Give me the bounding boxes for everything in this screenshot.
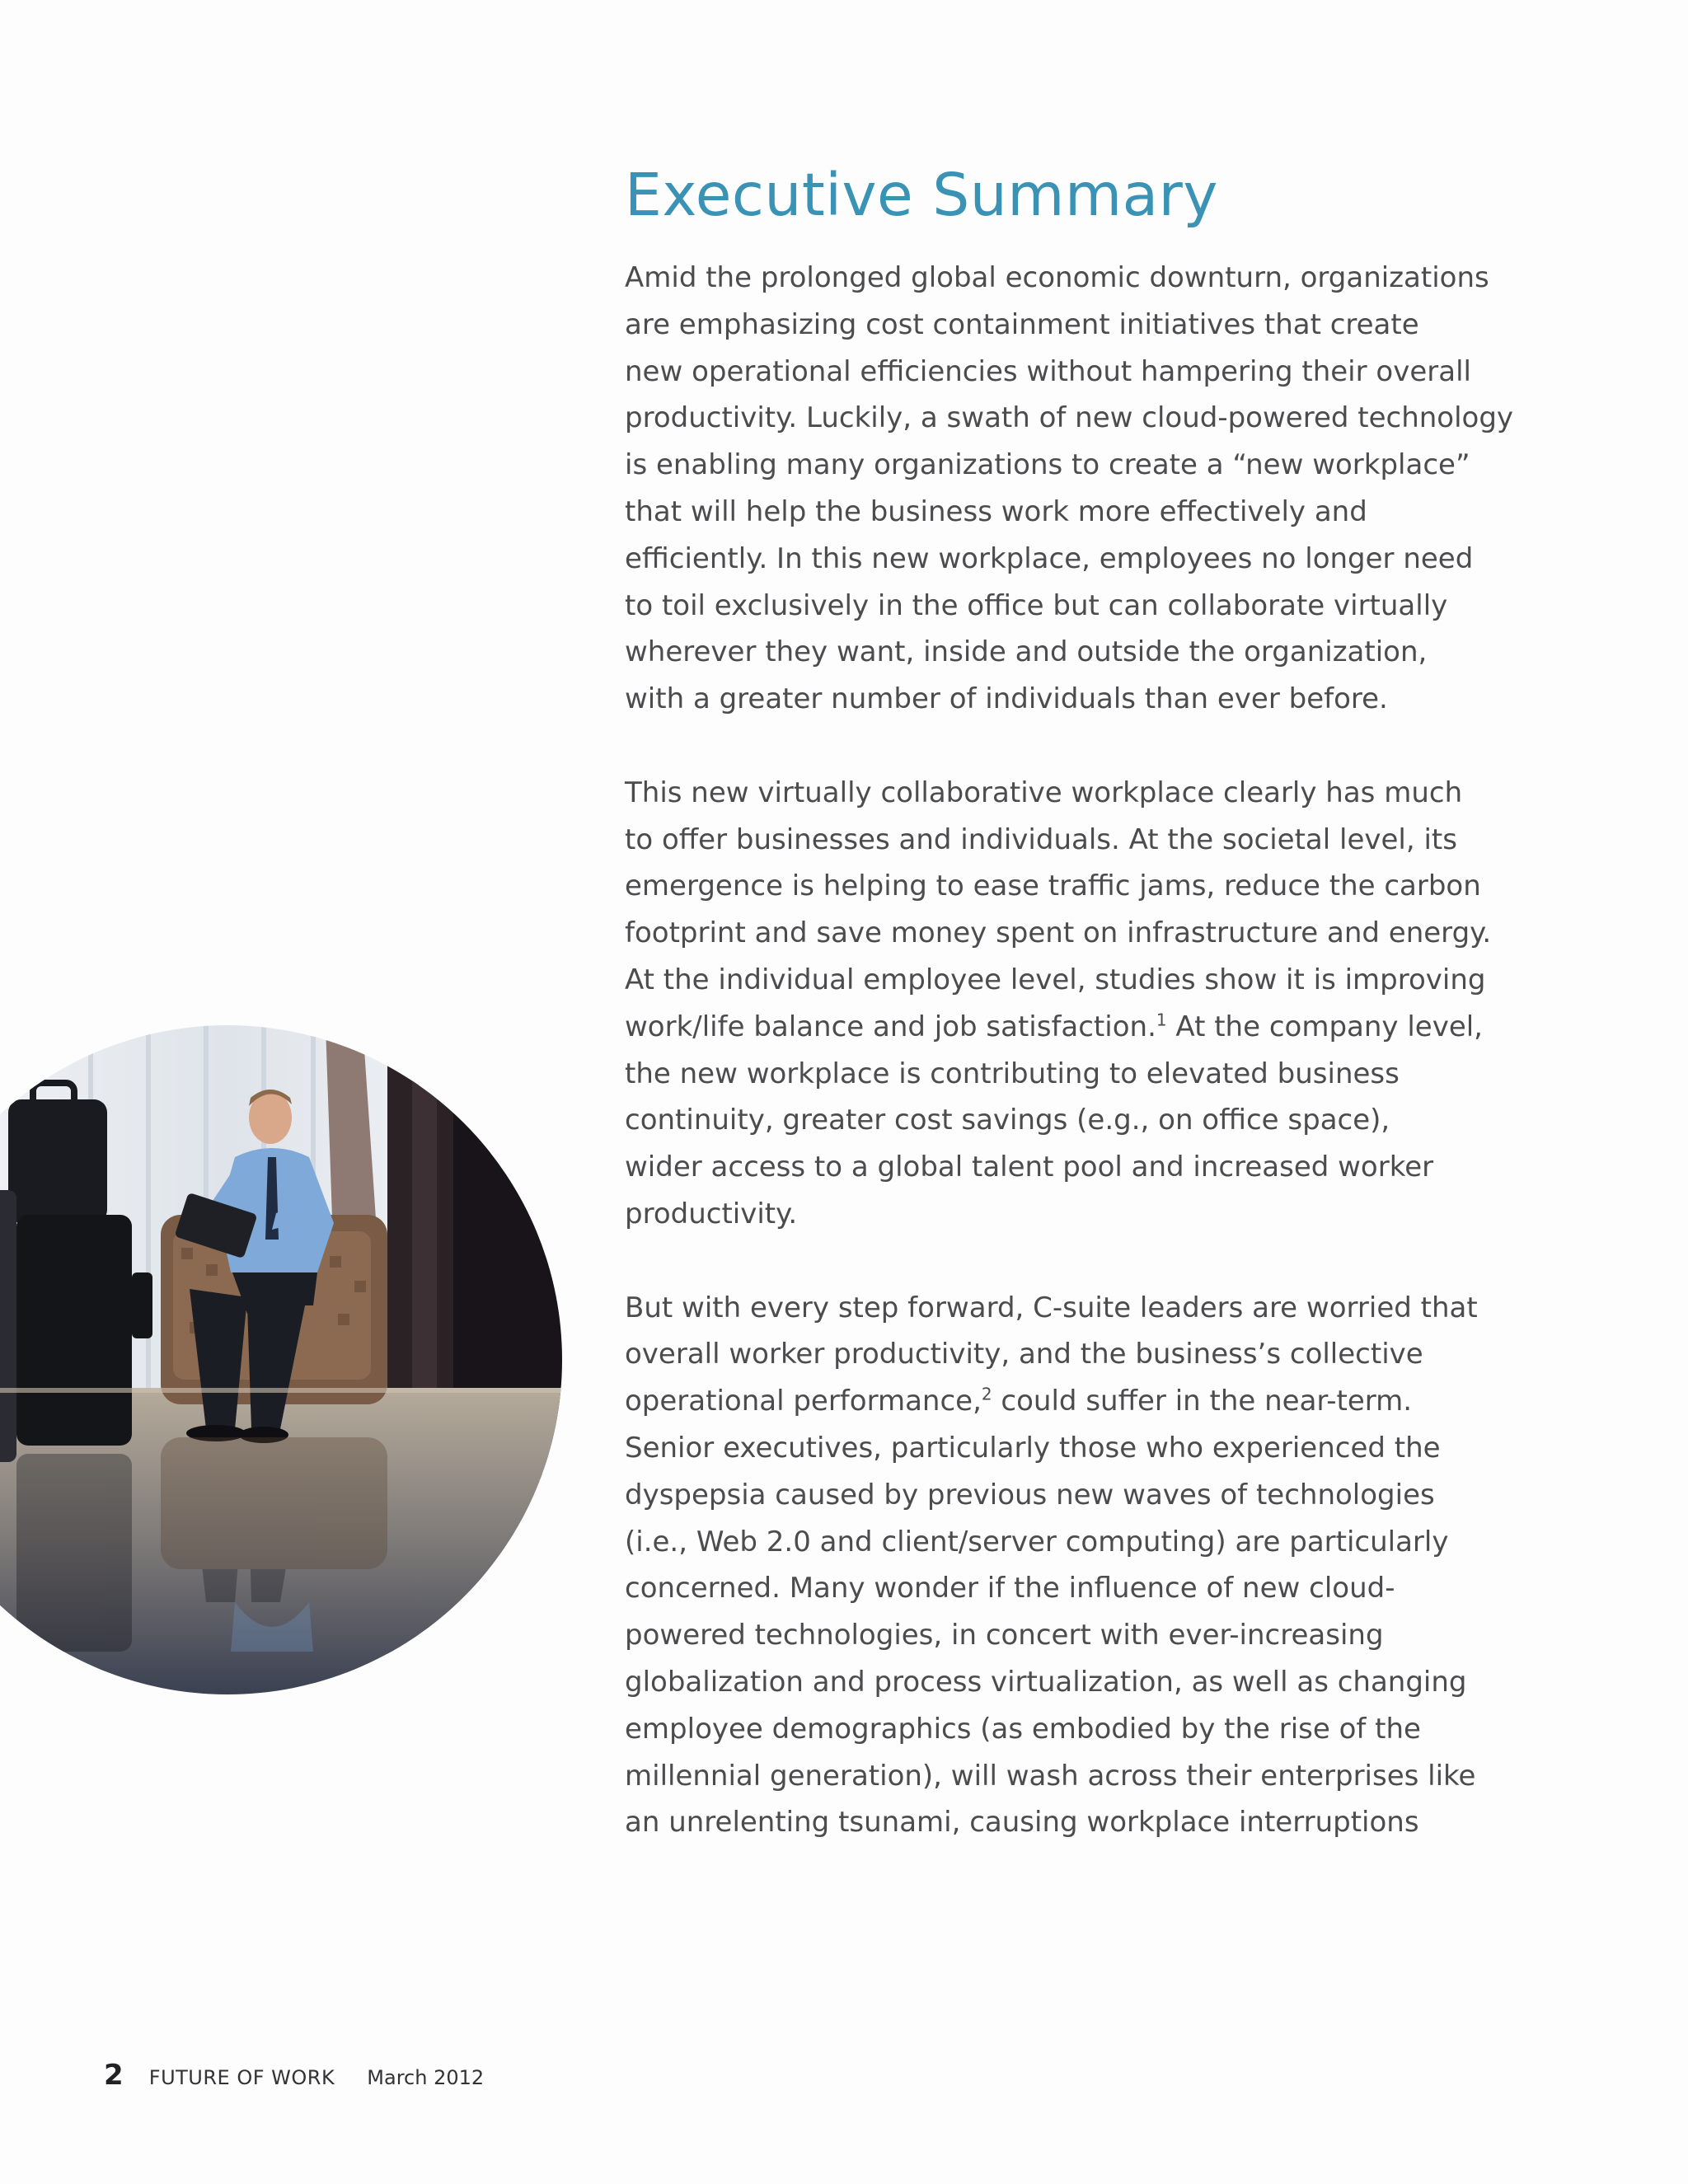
text-line: emergence is helping to ease traffic jams, reduce the carbon bbox=[625, 869, 1481, 903]
text-line: to toil exclusively in the office but can collaborate virtually bbox=[625, 588, 1448, 622]
text-line: continuity, greater cost savings (e.g., on office space), bbox=[625, 1104, 1390, 1137]
text-segment: At the company level, bbox=[1166, 1010, 1483, 1043]
text-line-with-footnote bbox=[625, 1378, 1548, 1425]
footnote-marker[interactable]: 2 bbox=[981, 1384, 992, 1404]
text-line: globalization and process virtualization, as well as changing bbox=[625, 1665, 1467, 1699]
page-number: 2 bbox=[104, 2059, 124, 2092]
text-line: footprint and save money spent on infrastructure and energy. bbox=[625, 916, 1492, 950]
paragraph-1 bbox=[625, 255, 1548, 723]
text-line: with a greater number of individuals than ever before. bbox=[625, 682, 1388, 716]
text-line: But with every step forward, C-suite leaders are worried that bbox=[625, 1291, 1478, 1324]
body-text bbox=[625, 255, 1548, 1893]
text-line: concerned. Many wonder if the influence of new cloud- bbox=[625, 1572, 1395, 1605]
text-line: millennial generation), will wash across their enterprises like bbox=[625, 1759, 1476, 1793]
text-line: efficiently. In this new workplace, employees no longer need bbox=[625, 541, 1474, 575]
text-line: productivity. Luckily, a swath of new cloud-powered technology bbox=[625, 401, 1514, 435]
text-segment: work/life balance and job satisfaction. bbox=[625, 1010, 1156, 1043]
text-line: (i.e., Web 2.0 and client/server computing) are particularly bbox=[625, 1525, 1449, 1558]
text-line: new operational efficiencies without hampering their overall bbox=[625, 354, 1471, 388]
text-line: to offer businesses and individuals. At the societal level, its bbox=[625, 823, 1457, 856]
text-line: the new workplace is contributing to elevated business bbox=[625, 1057, 1400, 1090]
text-line: At the individual employee level, studies show it is improving bbox=[625, 963, 1486, 996]
text-line: wider access to a global talent pool and increased worker bbox=[625, 1151, 1434, 1184]
text-line: are emphasizing cost containment initiatives that create bbox=[625, 307, 1419, 341]
text-line: is enabling many organizations to create a “new workplace” bbox=[625, 448, 1470, 482]
publication-name: FUTURE OF WORK bbox=[148, 2066, 335, 2089]
paragraph-2 bbox=[625, 770, 1548, 1238]
text-line: Senior executives, particularly those who experienced the bbox=[625, 1431, 1441, 1465]
text-line: Amid the prolonged global economic downturn, organizations bbox=[625, 261, 1489, 294]
footnote-marker[interactable]: 1 bbox=[1156, 1010, 1167, 1030]
page-footer bbox=[104, 2059, 484, 2092]
text-line: This new virtually collaborative workplace clearly has much bbox=[625, 776, 1463, 809]
text-line-with-footnote bbox=[625, 1004, 1548, 1051]
text-line: an unrelenting tsunami, causing workplace interruptions bbox=[625, 1806, 1419, 1840]
section-title: Executive Summary bbox=[625, 161, 1218, 229]
text-line: overall worker productivity, and the business’s collective bbox=[625, 1338, 1423, 1371]
text-line: wherever they want, inside and outside the organization, bbox=[625, 635, 1428, 669]
text-segment: could suffer in the near-term. bbox=[992, 1385, 1413, 1418]
business-traveler-photo-icon bbox=[0, 1025, 567, 1694]
text-segment: operational performance, bbox=[625, 1385, 982, 1418]
text-line: powered technologies, in concert with ever-increasing bbox=[625, 1619, 1384, 1652]
text-line: employee demographics (as embodied by the rise of the bbox=[625, 1712, 1421, 1746]
publication-date: March 2012 bbox=[367, 2066, 485, 2089]
text-line: that will help the business work more effectively and bbox=[625, 494, 1367, 528]
text-line: productivity. bbox=[625, 1197, 798, 1230]
text-line: dyspepsia caused by previous new waves of technologies bbox=[625, 1478, 1435, 1511]
paragraph-3 bbox=[625, 1285, 1548, 1847]
